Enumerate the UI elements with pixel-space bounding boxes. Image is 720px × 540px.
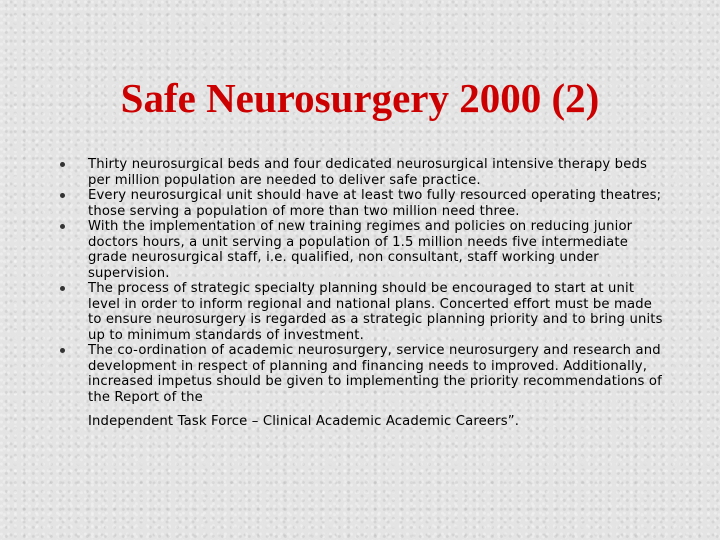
- bullet-item-planning: [55, 281, 665, 343]
- bullet-item-theatres: [55, 188, 665, 219]
- bullet-dot-icon: [60, 162, 65, 167]
- bullet-item-staffing: [55, 219, 665, 281]
- bullet-item-coordination: [55, 343, 665, 430]
- bullet-text: Every neurosurgical unit should have at least two fully resourced operating theatres; those serving a population of more than two million need three.: [88, 188, 662, 219]
- bullet-item-beds: [55, 157, 665, 188]
- bullet-dot-icon: [60, 348, 65, 353]
- bullet-dot-icon: [60, 286, 65, 291]
- bullet-text: With the implementation of new training regimes and policies on reducing junior doctors hours, a unit serving a population of 1.5 million needs five intermediate grade neurosurgical staff, i.e. qualified, non consultant, staff working under supervision.: [88, 219, 633, 281]
- bullet-list: [55, 157, 665, 430]
- bullet-dot-icon: [60, 193, 65, 198]
- slide-title: Safe Neurosurgery 2000 (2): [120, 75, 600, 121]
- bullet-text: Thirty neurosurgical beds and four dedicated neurosurgical intensive therapy beds per million population are needed to deliver safe practice.: [88, 157, 648, 188]
- bullet-text: The co-ordination of academic neurosurgery, service neurosurgery and research and development in respect of planning and financing needs to improved. Additionally, increased impetus should be given to implementing the priority recommendations of the Report of the: [88, 343, 662, 405]
- bullet-continuation-text: Independent Task Force – Clinical Academic Academic Careers”.: [88, 414, 520, 429]
- bullet-dot-icon: [60, 224, 65, 229]
- bullet-text: The process of strategic specialty planning should be encouraged to start at unit level in order to inform regional and national plans. Concerted effort must be made to ensure neurosurgery is regarded as a strategic planning priority and to bring units up to minimum standards of investment.: [88, 281, 663, 343]
